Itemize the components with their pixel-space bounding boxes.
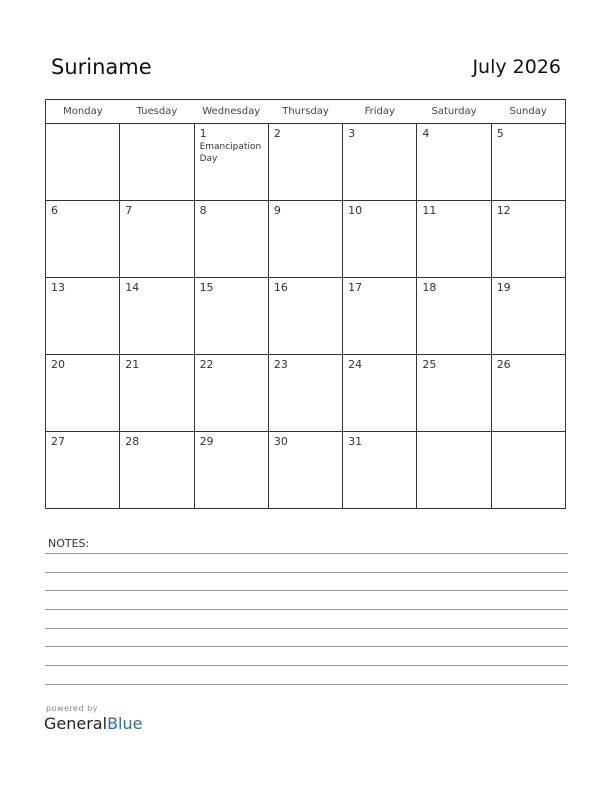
calendar-day-cell	[194, 355, 268, 432]
day-number: 17	[348, 281, 363, 294]
calendar-day-cell	[417, 201, 491, 278]
calendar-day-cell	[343, 432, 417, 509]
calendar-day-cell	[194, 201, 268, 278]
day-number: 7	[125, 204, 133, 217]
calendar-week-row	[46, 278, 566, 355]
notes-label: NOTES:	[48, 537, 90, 550]
calendar-week-row	[46, 201, 566, 278]
calendar-day-cell	[491, 124, 565, 201]
calendar-day-cell	[120, 432, 194, 509]
calendar-day-cell	[491, 201, 565, 278]
calendar-day-cell	[194, 124, 268, 201]
day-number: 14	[125, 281, 140, 294]
calendar-day-cell	[491, 278, 565, 355]
day-number: 27	[51, 435, 65, 448]
day-number: 25	[422, 358, 437, 371]
calendar-day-cell	[120, 278, 194, 355]
day-number: 15	[199, 281, 214, 294]
day-number: 4	[422, 127, 430, 140]
day-number: 13	[51, 281, 65, 294]
notes-line	[45, 628, 568, 629]
calendar-day-cell	[417, 278, 491, 355]
day-number: 10	[348, 204, 363, 217]
calendar-week-row	[46, 355, 566, 432]
day-number: 8	[199, 204, 207, 217]
calendar-day-cell	[417, 124, 491, 201]
calendar-day-cell	[343, 278, 417, 355]
day-number: 3	[348, 127, 356, 140]
notes-line	[45, 684, 568, 685]
day-number	[46, 124, 119, 127]
day-number: 19	[496, 281, 511, 294]
calendar-day-cell	[46, 201, 120, 278]
day-number: 31	[348, 435, 363, 448]
powered-by-text: powered by	[46, 704, 98, 713]
notes-line	[45, 553, 568, 554]
day-number: 6	[51, 204, 58, 217]
weekday-header: Wednesday	[194, 100, 268, 124]
calendar-week-row	[46, 432, 566, 509]
day-number: 30	[273, 435, 288, 448]
weekday-header: Friday	[343, 100, 417, 124]
day-number: 9	[273, 204, 281, 217]
calendar-day-cell	[343, 355, 417, 432]
day-number: 29	[199, 435, 214, 448]
day-number	[120, 124, 193, 127]
calendar-day-cell	[268, 355, 342, 432]
calendar-day-cell	[194, 278, 268, 355]
calendar-month-title: July 2026	[472, 56, 561, 78]
day-number: 22	[199, 358, 214, 371]
calendar-day-cell	[194, 432, 268, 509]
calendar-day-cell	[120, 124, 194, 201]
brand-name	[44, 714, 142, 733]
calendar-day-cell	[343, 124, 417, 201]
calendar-day-cell	[417, 432, 491, 509]
calendar-day-cell	[343, 201, 417, 278]
calendar-day-cell	[268, 278, 342, 355]
calendar-day-cell	[417, 355, 491, 432]
day-number: 2	[273, 127, 281, 140]
calendar-day-cell	[46, 278, 120, 355]
day-number: 5	[496, 127, 504, 140]
calendar-grid	[45, 99, 566, 509]
notes-line	[45, 590, 568, 591]
calendar-country-title: Suriname	[51, 55, 152, 79]
brand-general-text: General	[44, 714, 108, 733]
calendar-day-cell	[46, 355, 120, 432]
notes-line	[45, 665, 568, 666]
generalblue-logo[interactable]	[44, 704, 142, 733]
day-number: 23	[273, 358, 288, 371]
day-number: 1	[199, 127, 207, 140]
day-number: 28	[125, 435, 140, 448]
calendar-day-cell	[120, 355, 194, 432]
calendar-week-row	[46, 124, 566, 201]
weekday-header-row	[46, 100, 566, 124]
day-number: 12	[496, 204, 511, 217]
day-number: 24	[348, 358, 363, 371]
calendar-day-cell	[46, 124, 120, 201]
day-number: 26	[496, 358, 511, 371]
weekday-header: Thursday	[268, 100, 342, 124]
brand-blue-text: Blue	[107, 714, 143, 733]
day-number: 18	[422, 281, 437, 294]
calendar-day-cell	[491, 432, 565, 509]
calendar-day-cell	[268, 432, 342, 509]
weekday-header: Saturday	[417, 100, 491, 124]
notes-line	[45, 609, 568, 610]
calendar-day-cell	[491, 355, 565, 432]
day-number: 21	[125, 358, 140, 371]
calendar-day-cell	[268, 124, 342, 201]
day-number: 20	[51, 358, 65, 371]
calendar-day-cell	[268, 201, 342, 278]
day-number: 11	[422, 204, 437, 217]
day-number	[492, 432, 565, 435]
calendar-day-cell	[120, 201, 194, 278]
notes-line	[45, 572, 568, 573]
holiday-label: Emancipation Day	[199, 142, 262, 164]
notes-line	[45, 646, 568, 647]
day-number: 16	[273, 281, 288, 294]
weekday-header: Tuesday	[120, 100, 194, 124]
day-number	[417, 432, 490, 435]
calendar-day-cell	[46, 432, 120, 509]
weekday-header: Sunday	[491, 100, 565, 124]
weekday-header: Monday	[46, 100, 120, 124]
